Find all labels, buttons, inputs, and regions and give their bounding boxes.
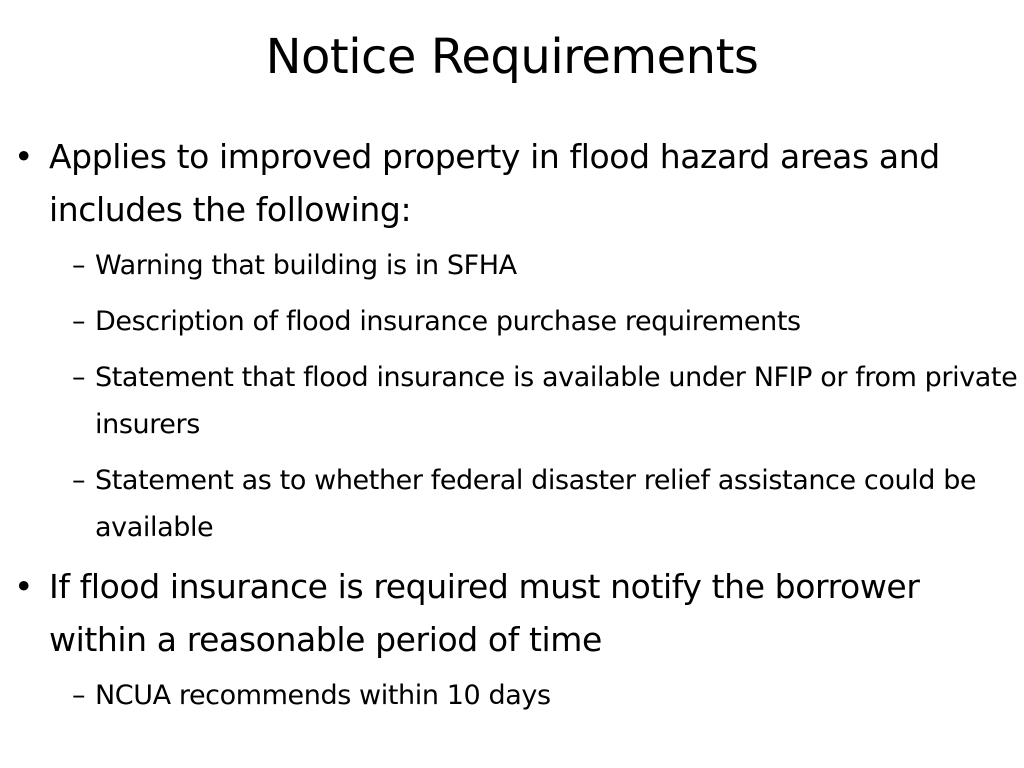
dash-icon: –: [72, 362, 86, 393]
sub-bullet-item: [14, 298, 1019, 345]
bullet-item: [14, 560, 1019, 666]
sub-bullet-list: [14, 242, 1019, 551]
slide-title: Notice Requirements: [265, 29, 759, 85]
dash-icon: –: [72, 465, 86, 496]
sub-bullet-text: NCUA recommends within 10 days: [95, 680, 551, 711]
sub-bullet-list: [14, 672, 1019, 719]
bullet-icon: •: [14, 137, 34, 176]
sub-bullet-text: Warning that building is in SFHA: [95, 250, 517, 281]
slide-body: [14, 130, 1019, 728]
dash-icon: –: [72, 680, 86, 711]
sub-bullet-item: [14, 354, 1019, 448]
bullet-group-2: [14, 560, 1019, 719]
bullet-group-1: [14, 130, 1019, 551]
bullet-item: [14, 130, 1019, 236]
sub-bullet-item: [14, 457, 1019, 551]
sub-bullet-text: Statement as to whether federal disaster relief assistance could be available: [95, 465, 977, 543]
sub-bullet-text: Statement that flood insurance is available under NFIP or from private insurers: [95, 362, 1018, 440]
sub-bullet-item: [14, 672, 1019, 719]
dash-icon: –: [72, 250, 86, 281]
bullet-text: Applies to improved property in flood hazard areas and includes the following:: [49, 137, 940, 229]
dash-icon: –: [72, 306, 86, 337]
bullet-text: If flood insurance is required must notify the borrower within a reasonable period of time: [49, 567, 920, 659]
sub-bullet-item: [14, 242, 1019, 289]
sub-bullet-text: Description of flood insurance purchase requirements: [95, 306, 801, 337]
bullet-icon: •: [14, 567, 34, 606]
